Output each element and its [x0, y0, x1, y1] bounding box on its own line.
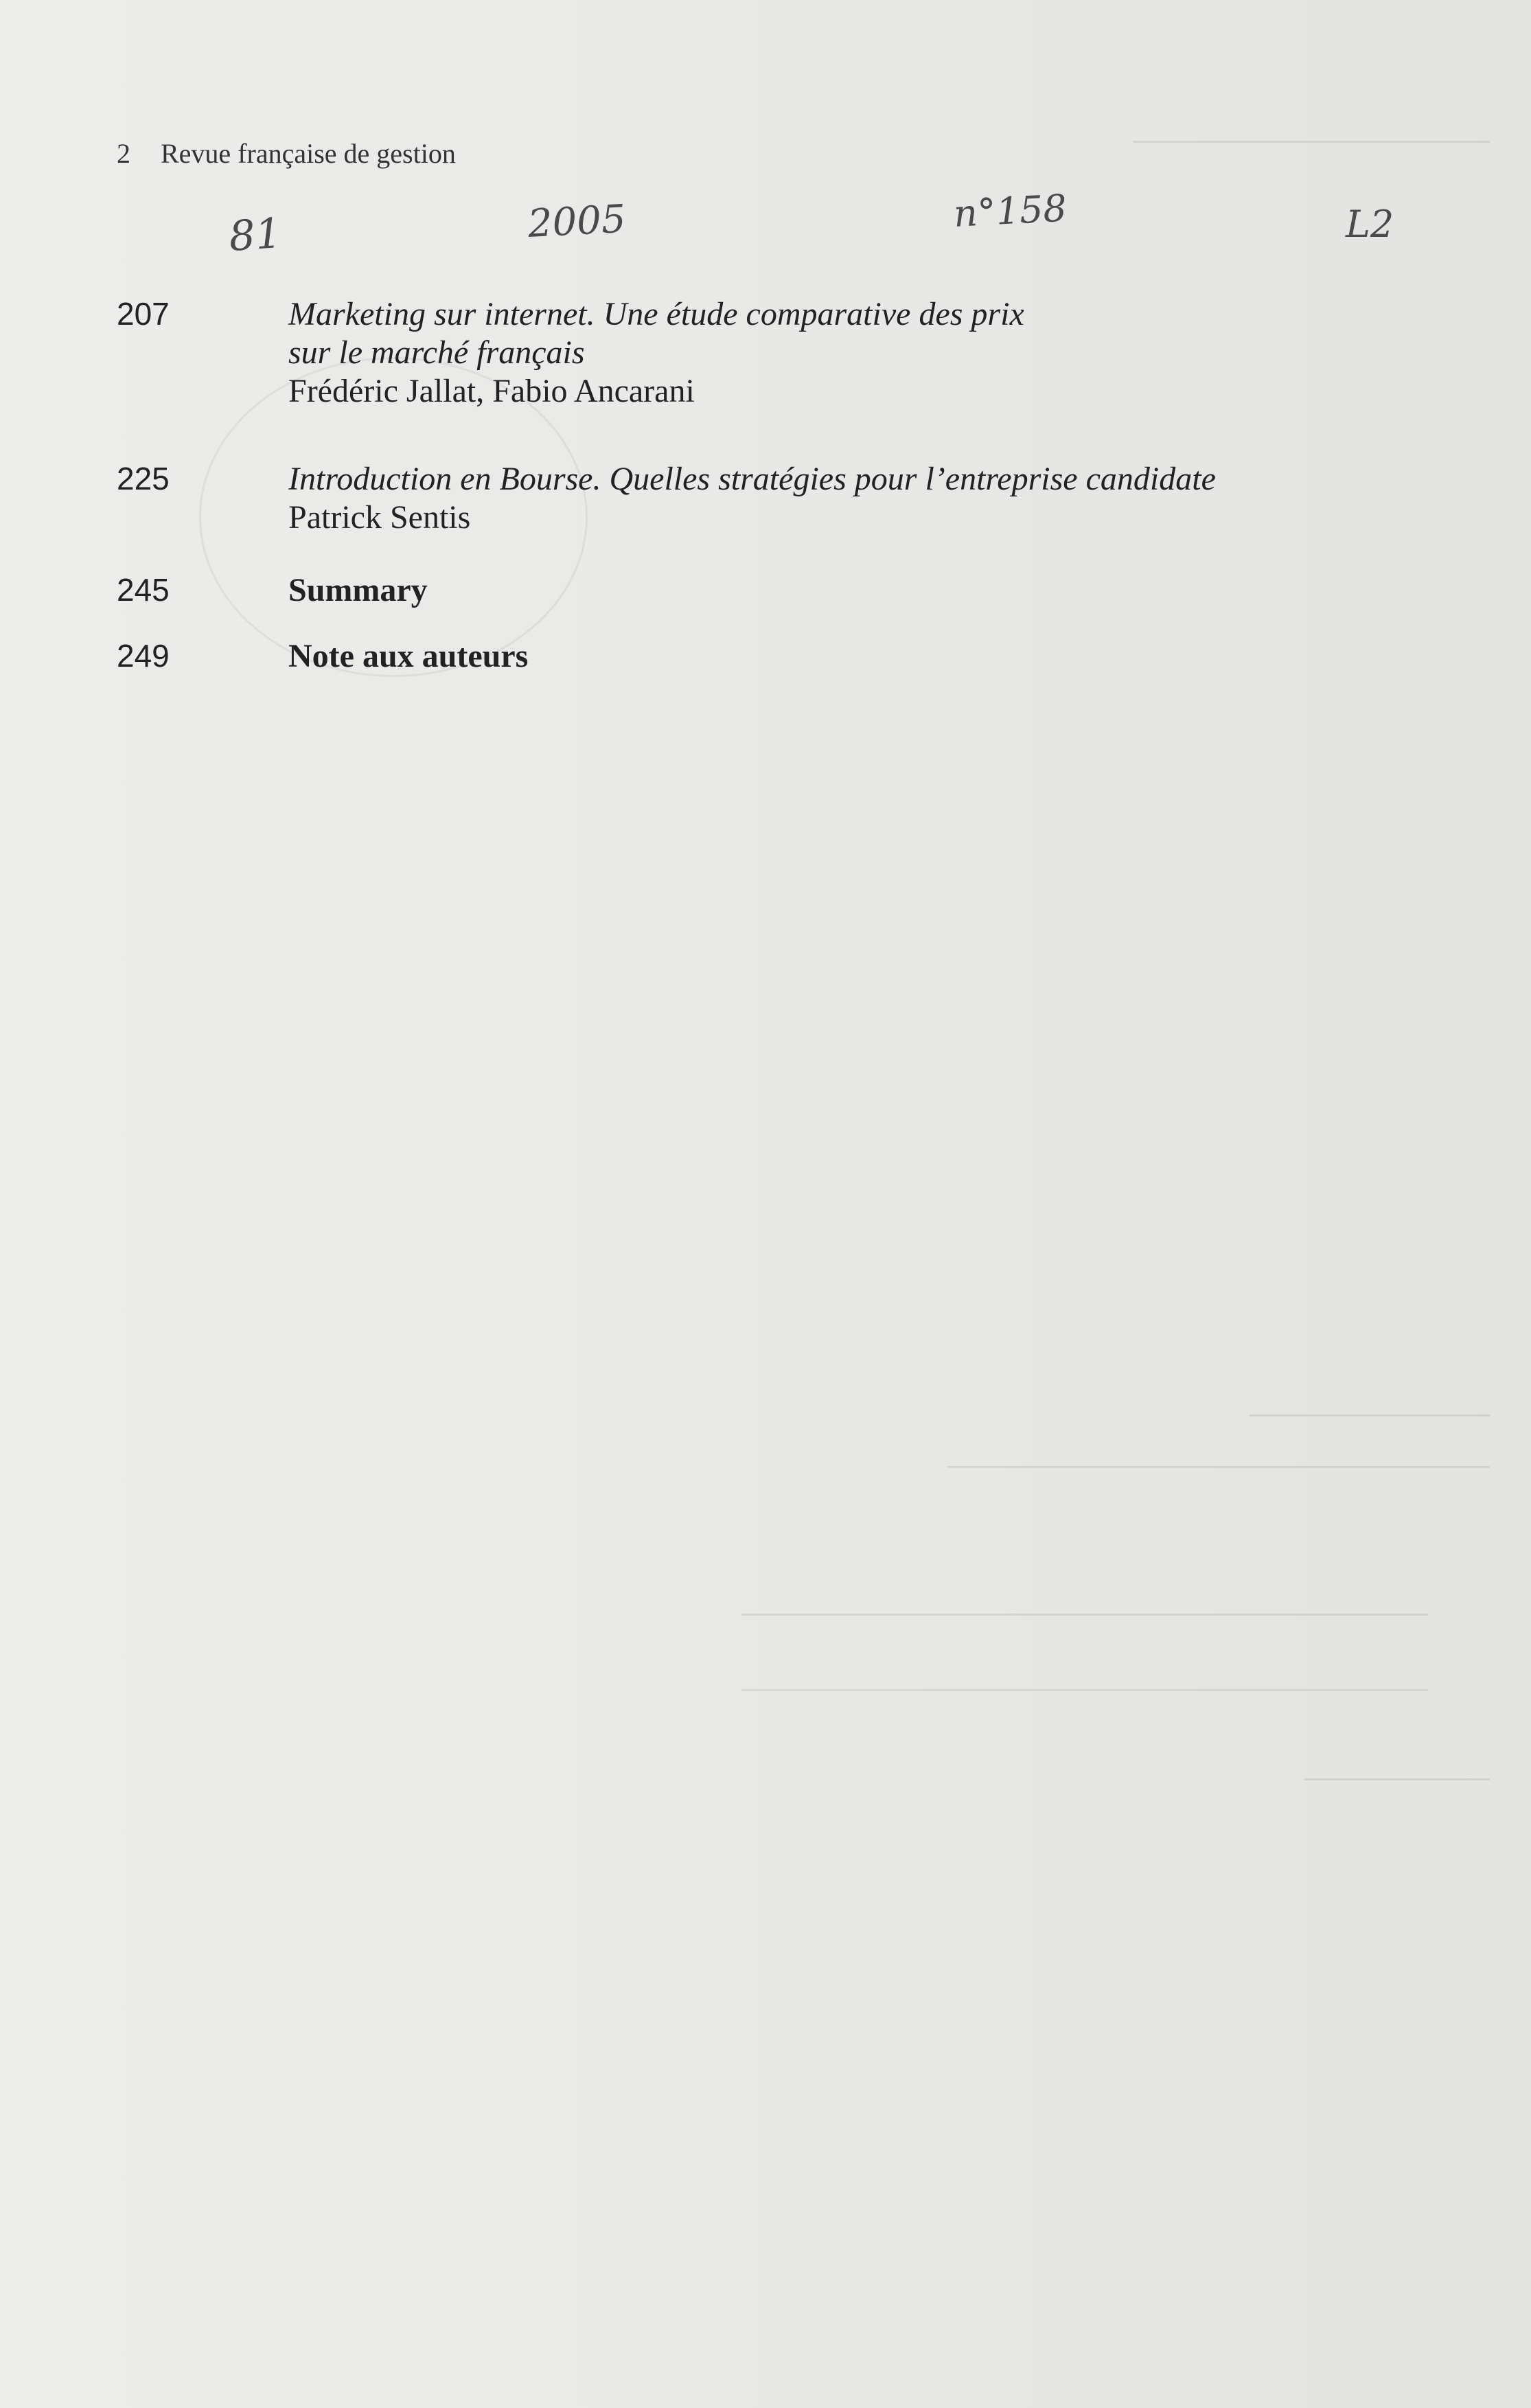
toc-page-number: 249: [117, 638, 170, 674]
toc-entry-body: [288, 460, 1497, 537]
annotation-year: 2005: [527, 196, 628, 246]
toc-article-title: Introduction en Bourse. Quelles stratégies pour l’entreprise candidate: [288, 461, 1216, 497]
toc-page-number: 245: [117, 572, 170, 608]
toc-section-note-aux-auteurs: Note aux auteurs: [288, 638, 529, 674]
toc-page-number: 225: [117, 461, 170, 496]
toc-article-authors: Frédéric Jallat, Fabio Ancarani: [288, 373, 695, 409]
handwritten-annotations: [0, 0, 1531, 288]
header-journal-title: Revue française de gestion: [161, 138, 456, 169]
toc-article-title: Marketing sur internet. Une étude comparative des prix sur le marché français: [288, 296, 1024, 371]
toc-entry-body: [288, 295, 1497, 411]
annotation-issue: n°158: [952, 186, 1068, 236]
annotation-code: L2: [1346, 203, 1394, 246]
annotation-year-short: 81: [227, 209, 284, 261]
toc-article-authors: Patrick Sentis: [288, 499, 471, 536]
toc-page-number: 207: [117, 296, 170, 332]
toc-section-summary: Summary: [288, 572, 428, 608]
header-page-number: 2: [117, 138, 130, 169]
